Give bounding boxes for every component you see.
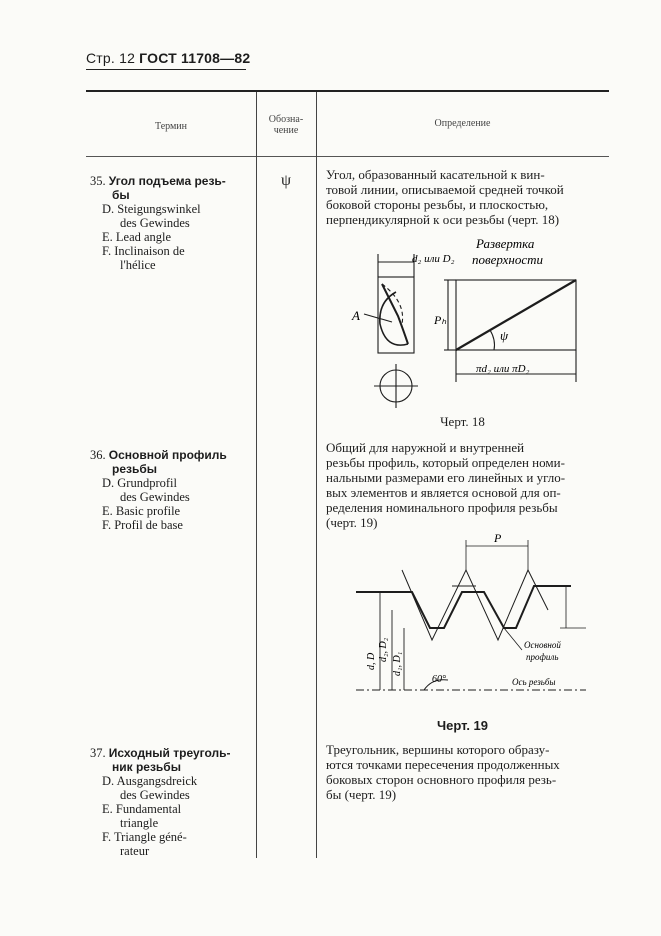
term-35-ru: Угол подъема резь- xyxy=(108,174,226,188)
standard-code: ГОСТ 11708—82 xyxy=(139,50,251,66)
fig18-circ-label: πd₂ или πD₂ xyxy=(476,363,530,375)
def-35-line: боковой стороны резьбы, и плоскостью, xyxy=(326,197,549,212)
header-symbol-line2: чение xyxy=(273,125,299,136)
definition-37 xyxy=(326,742,608,802)
term-37-de: D. Ausgangsdreick xyxy=(102,774,198,788)
fig18-angle-label: ψ xyxy=(500,328,509,343)
fig19-dD-label: d, D xyxy=(366,652,377,670)
fig19-basic-label-2: профиль xyxy=(526,652,559,662)
definition-35 xyxy=(326,167,608,227)
term-37-en-2: triangle xyxy=(120,816,159,830)
term-37 xyxy=(90,746,250,858)
def-35-line: товой линии, описываемой средней точкой xyxy=(326,182,564,197)
angle-arc xyxy=(490,330,495,350)
header-symbol-line1: Обозна- xyxy=(268,114,304,125)
term-36-de-2: des Gewindes xyxy=(120,490,190,504)
term-35-fr: F. Inclinaison de xyxy=(102,244,185,258)
def-37-line: бы (черт. 19) xyxy=(326,787,397,802)
def-35-line: перпендикулярной к оси резьбы (черт. 18) xyxy=(326,212,560,227)
fig18-title-2: поверхности xyxy=(472,252,544,267)
header-symbol xyxy=(256,114,316,136)
term-35-ru-2: бы xyxy=(112,188,130,202)
fig18-pitch-label: Pₕ xyxy=(434,313,447,327)
def-37-line: боковых сторон основного профиля резь- xyxy=(326,772,557,787)
term-37-number: 37. xyxy=(90,746,106,760)
fig19-pitch-label: P xyxy=(494,531,502,545)
term-37-fr: F. Triangle géné- xyxy=(102,830,187,844)
helix-line-developed xyxy=(456,280,576,350)
term-36-number: 36. xyxy=(90,448,106,462)
fig19-axis-label: Ось резьбы xyxy=(512,677,556,687)
column-divider-1 xyxy=(256,92,257,858)
fig19-angle-label: 60° xyxy=(432,674,446,685)
symbol-35: ψ xyxy=(280,172,291,189)
header-definition: Определение xyxy=(434,118,491,129)
figure-19 xyxy=(316,530,609,710)
term-35-de-2: des Gewindes xyxy=(120,216,190,230)
def-35-line: Угол, образованный касательной к вин- xyxy=(326,167,545,182)
fig18-title: Развертка xyxy=(476,236,535,251)
header-underline xyxy=(86,69,246,70)
term-35-fr-2: l'hélice xyxy=(120,258,156,272)
term-37-en: E. Fundamental xyxy=(102,802,182,816)
fig18-point-label: A xyxy=(352,308,360,323)
term-37-fr-2: rateur xyxy=(120,844,150,858)
figure-18 xyxy=(316,232,609,417)
def-37-line: ются точками пересечения продолженных xyxy=(326,757,560,772)
helix-arc xyxy=(380,292,408,345)
page-label: Стр. 12 xyxy=(86,50,136,66)
def-36-line: Общий для наружной и внутренней xyxy=(326,440,525,455)
term-35 xyxy=(90,174,250,272)
term-36 xyxy=(90,448,250,532)
def-36-line: нальными размерами его линейных и угло- xyxy=(326,470,566,485)
def-36-line: (черт. 19) xyxy=(326,515,378,530)
term-37-ru-2: ник резьбы xyxy=(112,760,181,774)
def-37-line: Треугольник, вершины которого образу- xyxy=(326,742,550,757)
caption-19: Черт. 19 xyxy=(436,718,489,733)
table-top-rule xyxy=(86,90,609,92)
table-header-rule xyxy=(86,156,609,157)
term-36-en: E. Basic profile xyxy=(102,504,181,518)
column-divider-2 xyxy=(316,92,317,858)
term-36-fr: F. Profil de base xyxy=(102,518,183,532)
def-36-line: резьбы профиль, который определен номи- xyxy=(326,455,565,470)
term-36-ru: Основной профиль xyxy=(108,448,227,462)
fig18-diam-label: d₂ или D₂ xyxy=(412,253,455,265)
fig19-d1D1-label: d₁, D₁ xyxy=(392,651,403,676)
term-36-ru-2: резьбы xyxy=(112,462,158,476)
term-35-de: D. Steigungswinkel xyxy=(102,202,201,216)
term-37-ru: Исходный треуголь- xyxy=(108,746,231,760)
term-35-number: 35. xyxy=(90,174,106,188)
fig19-basic-label: Основной xyxy=(524,640,561,650)
term-35-en: E. Lead angle xyxy=(102,230,172,244)
caption-18: Черт. 18 xyxy=(440,414,485,429)
term-37-de-2: des Gewindes xyxy=(120,788,190,802)
definition-36 xyxy=(326,440,608,530)
fig19-d2D2-label: d₂, D₂ xyxy=(378,637,389,662)
page-header xyxy=(86,50,250,66)
def-36-line: вых элементов и является основой для оп- xyxy=(326,485,561,500)
header-term: Термин xyxy=(154,121,188,132)
term-36-de: D. Grundprofil xyxy=(102,476,177,490)
def-36-line: ределения номинального профиля резьбы xyxy=(326,500,558,515)
